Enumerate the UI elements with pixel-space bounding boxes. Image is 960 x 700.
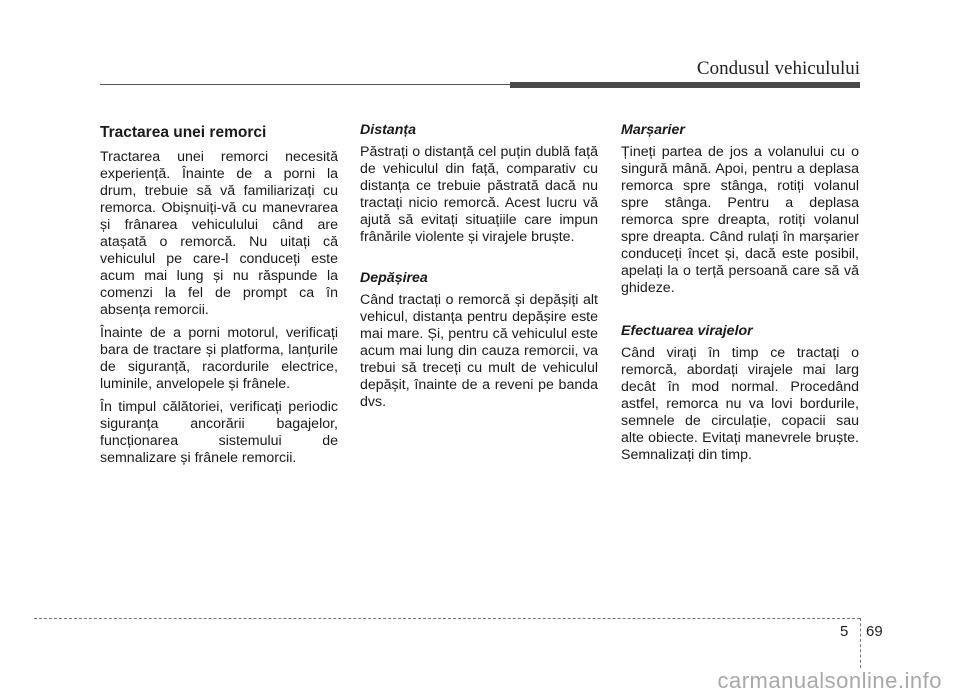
paragraph-during-trip: În timpul călătoriei, verificați periodic siguranța ancorării bagajelor, funcționarea sistemului de semnalizare și frânele remorcii.	[100, 399, 338, 466]
subheading-distance: Distanța	[360, 122, 416, 138]
paragraph-intro: Tractarea unei remorci necesită experiență. Înainte de a porni la drum, trebuie să vă familiarizați cu remorca. Obișnuiți-vă cu manevrarea și frânarea vehiculului când are atașată o remorcă. Nu uitați că vehiculul pe care-l conduceți este acum mai lung și nu răspunde la comenzi la fel de prompt ca în absența remorcii.	[100, 149, 338, 318]
section-heading-towing: Tractarea unei remorci	[100, 124, 267, 141]
column-left	[100, 124, 338, 473]
paragraph-checks: Înainte de a porni motorul, verificați bara de tractare și platforma, lanțurile de siguranță, racordurile electrice, luminile, anvelopele și frânele.	[100, 325, 338, 392]
subheading-turning: Efectuarea virajelor	[621, 323, 753, 339]
footer-divider	[860, 618, 861, 668]
column-middle	[360, 122, 598, 417]
header-title: Condusul vehiculului	[696, 58, 860, 79]
chapter-number: 5	[840, 623, 849, 640]
watermark: carmanualsonline.info	[717, 668, 942, 693]
paragraph-overtaking: Când tractați o remorcă și depășiți alt vehicul, distanța pentru depășire este mai mare. Și, pentru că vehiculul este acum mai lung din cauza remorcii, va trebui să treceți cu mult de vehiculul depășit, înainte de a reveni pe banda dvs.	[360, 292, 598, 410]
paragraph-turning: Când virați în timp ce tractați o remorcă, abordați virajele mai larg decât în mod normal. Procedând astfel, remorca nu va lovi bordurile, semnele de circulație, copacii sau alte obiecte. Evitați manevrele bruște. Semnalizați din timp.	[621, 345, 859, 463]
paragraph-reverse: Țineți partea de jos a volanului cu o singură mână. Apoi, pentru a deplasa remorca spre stânga, rotiți volanul spre stânga. Pentru a deplasa remorca spre dreapta, rotiți volanul spre dreapta. Când rulați în marșarier conduceți încet și, dacă este posibil, apelați la o terță persoană care să vă ghideze.	[621, 144, 859, 296]
paragraph-distance: Păstrați o distanță cel puțin dublă față de vehiculul din față, comparativ cu distanța ce trebuie păstrată dacă nu tractați nicio remorcă. Acest lucru vă ajută să evitați situațiile care impun frânările violente și virajele bruște.	[360, 144, 598, 245]
subheading-reverse: Marșarier	[621, 122, 685, 138]
footer-rule	[34, 618, 860, 619]
page-number: 69	[866, 623, 883, 640]
header-rule-accent	[510, 82, 860, 88]
column-right	[621, 122, 859, 470]
subheading-overtaking: Depășirea	[360, 270, 428, 286]
